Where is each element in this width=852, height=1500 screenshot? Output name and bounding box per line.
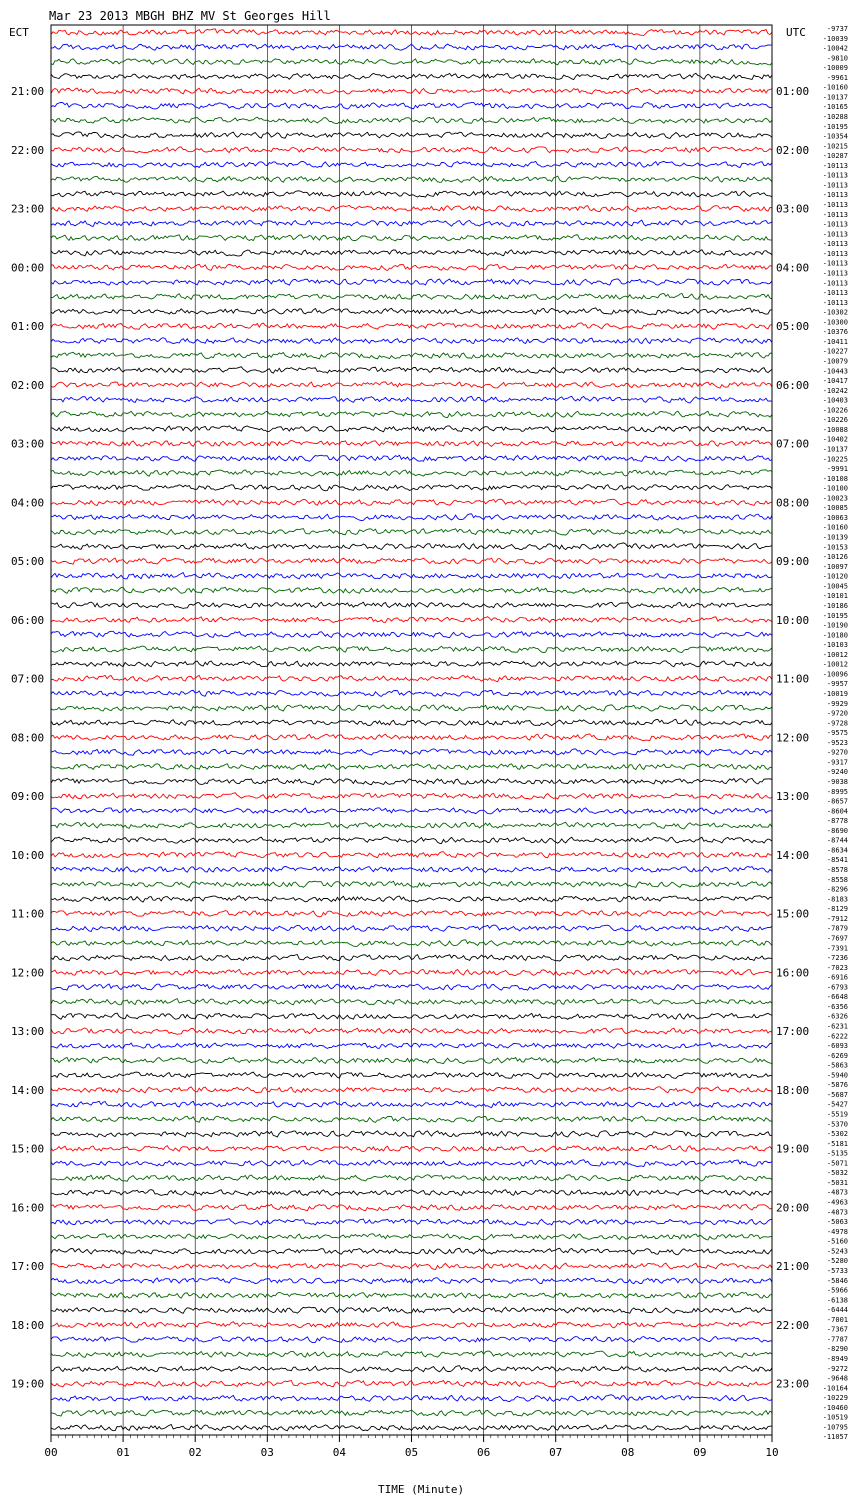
trace-offset-label: -7912	[826, 914, 848, 923]
x-tick-label: 01	[116, 1446, 130, 1459]
trace-offset-label: -10113	[822, 210, 848, 219]
right-hour-label: 09:00	[776, 555, 810, 569]
trace-offset-label: -5243	[826, 1247, 848, 1256]
trace-offset-label: -10108	[822, 474, 848, 483]
trace-offset-label: -5280	[826, 1257, 848, 1266]
trace-offset-label: -10195	[822, 122, 848, 131]
trace-offset-label: -9648	[826, 1374, 848, 1383]
left-hour-label: 22:00	[11, 143, 45, 157]
trace-offset-label: -9737	[826, 25, 848, 33]
trace-offset-label: -4873	[826, 1188, 848, 1197]
left-hour-label: 13:00	[11, 1025, 45, 1039]
trace-offset-label: -10139	[822, 533, 848, 542]
trace-offset-label: -10190	[822, 621, 848, 630]
left-hour-label: 11:00	[11, 907, 45, 921]
x-tick-label: 09	[693, 1446, 707, 1459]
trace-offset-label: -10079	[822, 357, 848, 366]
trace-offset-label: -5032	[826, 1169, 848, 1178]
trace-offset-label: -7697	[826, 934, 848, 943]
trace-offset-label: -8558	[826, 875, 848, 884]
left-hour-label: 12:00	[11, 966, 45, 980]
trace-offset-label: -5063	[826, 1218, 848, 1227]
trace-offset-label: -10227	[822, 347, 848, 356]
left-hour-label: 08:00	[11, 731, 45, 745]
x-tick-label: 00	[44, 1446, 58, 1459]
trace-offset-label: -10126	[822, 553, 848, 562]
trace-offset-label: -9575	[826, 729, 848, 738]
trace-offset-label: -6222	[826, 1032, 848, 1041]
trace-offset-label: -10225	[822, 455, 848, 464]
right-hour-label: 11:00	[776, 672, 810, 686]
trace-offset-label: -8744	[826, 836, 848, 845]
right-hour-label: 01:00	[776, 85, 810, 99]
trace-offset-label: -10096	[822, 670, 848, 679]
trace-offset-label: -8296	[826, 885, 848, 894]
right-hour-label: 03:00	[776, 202, 810, 216]
trace-offset-label: -10101	[822, 592, 848, 601]
trace-offset-label: -10180	[822, 631, 848, 640]
left-hour-label: 00:00	[11, 261, 45, 275]
x-tick-label: 08	[621, 1446, 635, 1459]
left-hour-label: 06:00	[11, 613, 45, 627]
trace-offset-label: -8604	[826, 807, 848, 816]
x-tick-label: 03	[260, 1446, 274, 1459]
left-hour-label: 16:00	[11, 1201, 45, 1215]
trace-offset-label: -4963	[826, 1198, 848, 1207]
right-hour-label: 10:00	[776, 613, 810, 627]
left-hour-label: 01:00	[11, 320, 45, 334]
trace-offset-label: -10165	[822, 103, 848, 112]
trace-offset-label: -6356	[826, 1002, 848, 1011]
trace-offset-label: -5135	[826, 1149, 848, 1158]
trace-offset-label: -9038	[826, 778, 848, 787]
chart-title: Mar 23 2013 MBGH BHZ MV St Georges Hill	[49, 9, 331, 23]
trace-offset-label: -10113	[822, 161, 848, 170]
trace-offset-label: -7001	[826, 1315, 848, 1324]
trace-offset-label: -10300	[822, 318, 848, 327]
trace-offset-label: -10045	[822, 582, 848, 591]
trace-offset-label: -5940	[826, 1071, 848, 1080]
left-hour-label: 19:00	[11, 1377, 45, 1391]
trace-offset-label: -9991	[826, 465, 848, 474]
trace-offset-label: -6269	[826, 1051, 848, 1060]
right-hour-label: 07:00	[776, 437, 810, 451]
right-hour-label: 05:00	[776, 320, 810, 334]
right-hour-label: 08:00	[776, 496, 810, 510]
trace-offset-label: -5160	[826, 1237, 848, 1246]
right-hour-label: 16:00	[776, 966, 810, 980]
right-hour-label: 06:00	[776, 378, 810, 392]
right-hour-label: 23:00	[776, 1377, 810, 1391]
trace-offset-label: -10120	[822, 572, 848, 581]
trace-offset-label: -8129	[826, 905, 848, 914]
x-tick-label: 05	[404, 1446, 419, 1459]
trace-offset-label: -8541	[826, 856, 848, 865]
right-hour-label: 15:00	[776, 907, 810, 921]
trace-offset-label: -10403	[822, 396, 848, 405]
trace-offset-label: -10288	[822, 113, 848, 122]
trace-offset-label: -10215	[822, 142, 848, 151]
right-hour-label: 22:00	[776, 1318, 810, 1332]
x-tick-label: 04	[332, 1446, 347, 1459]
right-hour-label: 17:00	[776, 1025, 810, 1039]
trace-offset-label: -9272	[826, 1364, 848, 1373]
trace-offset-label: -4873	[826, 1208, 848, 1217]
trace-offset-label: -10153	[822, 543, 848, 552]
trace-offset-label: -9728	[826, 719, 848, 728]
trace-offset-label: -10164	[822, 1384, 848, 1393]
trace-offset-label: -8183	[826, 895, 848, 904]
trace-offset-label: -9957	[826, 680, 848, 689]
trace-offset-label: -6231	[826, 1022, 848, 1031]
x-tick-label: 07	[549, 1446, 563, 1459]
left-hour-label: 17:00	[11, 1260, 45, 1274]
trace-offset-label: -10354	[822, 132, 848, 141]
trace-offset-label: -9810	[826, 54, 848, 63]
trace-offset-label: -10085	[822, 504, 848, 513]
right-hour-label: 13:00	[776, 790, 810, 804]
trace-offset-label: -10460	[822, 1403, 848, 1412]
right-hour-label: 12:00	[776, 731, 810, 745]
trace-offset-label: -6648	[826, 993, 848, 1002]
trace-offset-label: -10242	[822, 386, 848, 395]
trace-offset-label: -10137	[822, 93, 848, 102]
trace-offset-label: -5181	[826, 1139, 848, 1148]
right-hour-label: 19:00	[776, 1142, 810, 1156]
trace-offset-label: -5519	[826, 1110, 848, 1119]
left-hour-label: 23:00	[11, 202, 45, 216]
trace-offset-label: -9270	[826, 748, 848, 757]
trace-offset-label: -10113	[822, 181, 848, 190]
trace-offset-label: -10226	[822, 406, 848, 415]
right-hour-label: 14:00	[776, 848, 810, 862]
trace-offset-label: -7391	[826, 944, 848, 953]
trace-offset-label: -10229	[822, 1394, 848, 1403]
trace-offset-label: -10195	[822, 611, 848, 620]
trace-offset-label: -10100	[822, 484, 848, 493]
trace-offset-label: -6444	[826, 1306, 848, 1315]
trace-offset-label: -6916	[826, 973, 848, 982]
trace-offset-label: -10113	[822, 191, 848, 200]
left-hour-labels	[11, 85, 44, 1391]
right-hour-label: 18:00	[776, 1083, 810, 1097]
trace-offset-label: -10097	[822, 562, 848, 571]
trace-offset-label: -10519	[822, 1413, 848, 1422]
trace-offset-label: -10063	[822, 513, 848, 522]
trace-offset-label: -10113	[822, 220, 848, 229]
left-hour-label: 04:00	[11, 496, 45, 510]
left-axis-label: ECT	[9, 26, 29, 39]
trace-offset-label: -10376	[822, 328, 848, 337]
trace-offset-label: -10113	[822, 298, 848, 307]
trace-offset-label: -5031	[826, 1178, 848, 1187]
trace-offset-label: -10137	[822, 445, 848, 454]
left-hour-label: 09:00	[11, 790, 45, 804]
trace-offset-label: -5876	[826, 1081, 848, 1090]
right-hour-label: 21:00	[776, 1260, 810, 1274]
left-hour-label: 03:00	[11, 437, 45, 451]
trace-offset-label: -10113	[822, 289, 848, 298]
trace-offset-label: -8578	[826, 866, 848, 875]
trace-offset-label: -6793	[826, 983, 848, 992]
right-hour-label: 04:00	[776, 261, 810, 275]
trace-offset-label: -7879	[826, 924, 848, 933]
trace-offset-label: -10113	[822, 279, 848, 288]
trace-offset-label: -5427	[826, 1100, 848, 1109]
right-hour-labels	[776, 85, 809, 1391]
trace-offset-label: -11057	[822, 1433, 848, 1442]
trace-offset-label: -8690	[826, 826, 848, 835]
left-hour-label: 15:00	[11, 1142, 45, 1156]
trace-offset-label: -10012	[822, 660, 848, 669]
left-hour-label: 14:00	[11, 1083, 45, 1097]
trace-offset-label: -10795	[822, 1423, 848, 1432]
trace-offset-label: -8634	[826, 846, 848, 855]
trace-offset-label: -5733	[826, 1266, 848, 1275]
left-hour-label: 10:00	[11, 848, 45, 862]
trace-offset-label: -8290	[826, 1345, 848, 1354]
x-axis	[44, 1435, 778, 1459]
left-hour-label: 05:00	[11, 555, 45, 569]
trace-offset-label: -10039	[822, 34, 848, 43]
trace-offset-label: -10402	[822, 435, 848, 444]
trace-offset-label: -10226	[822, 416, 848, 425]
trace-offset-label: -9929	[826, 699, 848, 708]
trace-offset-label: -10023	[822, 494, 848, 503]
right-hour-label: 20:00	[776, 1201, 810, 1215]
trace-offset-label: -10009	[822, 64, 848, 73]
left-hour-label: 21:00	[11, 85, 45, 99]
trace-offset-label: -10042	[822, 44, 848, 53]
trace-offset-label: -10113	[822, 269, 848, 278]
trace-offset-label: -10302	[822, 308, 848, 317]
trace-offset-label: -10113	[822, 259, 848, 268]
trace-offset-label: -9961	[826, 73, 848, 82]
trace-offset-label: -10417	[822, 377, 848, 386]
trace-offset-label: -10012	[822, 650, 848, 659]
trace-offset-label: -10088	[822, 425, 848, 434]
x-tick-label: 10	[765, 1446, 779, 1459]
trace-offset-label: -10186	[822, 601, 848, 610]
trace-offset-label: -5687	[826, 1090, 848, 1099]
trace-offset-label: -10113	[822, 230, 848, 239]
trace-offset-label: -5071	[826, 1159, 848, 1168]
trace-offset-label: -6326	[826, 1012, 848, 1021]
trace-offset-label: -10113	[822, 240, 848, 249]
trace-offset-label: -10287	[822, 152, 848, 161]
trace-offset-label: -8949	[826, 1354, 848, 1363]
trace-offset-label: -9317	[826, 758, 848, 767]
trace-offset-label: -7367	[826, 1325, 848, 1334]
x-tick-label: 02	[188, 1446, 202, 1459]
trace-offset-label: -10411	[822, 337, 848, 346]
left-hour-label: 02:00	[11, 378, 45, 392]
left-hour-label: 18:00	[11, 1318, 45, 1332]
trace-offset-label: -7787	[826, 1335, 848, 1344]
right-axis-label: UTC	[786, 26, 806, 39]
trace-offset-label: -9523	[826, 738, 848, 747]
trace-offset-label: -7023	[826, 963, 848, 972]
trace-offset-label: -10160	[822, 83, 848, 92]
trace-offset-label: -10113	[822, 201, 848, 210]
trace-offset-label: -5302	[826, 1130, 848, 1139]
trace-offset-label: -10103	[822, 641, 848, 650]
trace-offset-label: -9240	[826, 768, 848, 777]
trace-offset-label: -10160	[822, 523, 848, 532]
trace-offset-label: -10019	[822, 689, 848, 698]
trace-offset-label: -8778	[826, 817, 848, 826]
trace-offset-label: -8657	[826, 797, 848, 806]
trace-offset-label: -9720	[826, 709, 848, 718]
trace-offset-label: -5966	[826, 1286, 848, 1295]
trace-offset-label: -6138	[826, 1296, 848, 1305]
trace-offset-label: -10113	[822, 249, 848, 258]
trace-offset-label: -10113	[822, 171, 848, 180]
trace-offset-label: -5863	[826, 1061, 848, 1070]
trace-offset-labels	[823, 25, 848, 1441]
x-axis-label: TIME (Minute)	[378, 1483, 465, 1496]
trace-offset-label: -6093	[826, 1042, 848, 1051]
trace-offset-label: -7236	[826, 954, 848, 963]
left-hour-label: 07:00	[11, 672, 45, 686]
right-hour-label: 02:00	[776, 143, 810, 157]
trace-offset-label: -8995	[826, 787, 848, 796]
trace-offset-label: -5846	[826, 1276, 848, 1285]
trace-offset-label: -5370	[826, 1120, 848, 1129]
trace-offset-label: -4978	[826, 1227, 848, 1236]
x-tick-label: 06	[476, 1446, 491, 1459]
trace-offset-label: -10443	[822, 367, 848, 376]
